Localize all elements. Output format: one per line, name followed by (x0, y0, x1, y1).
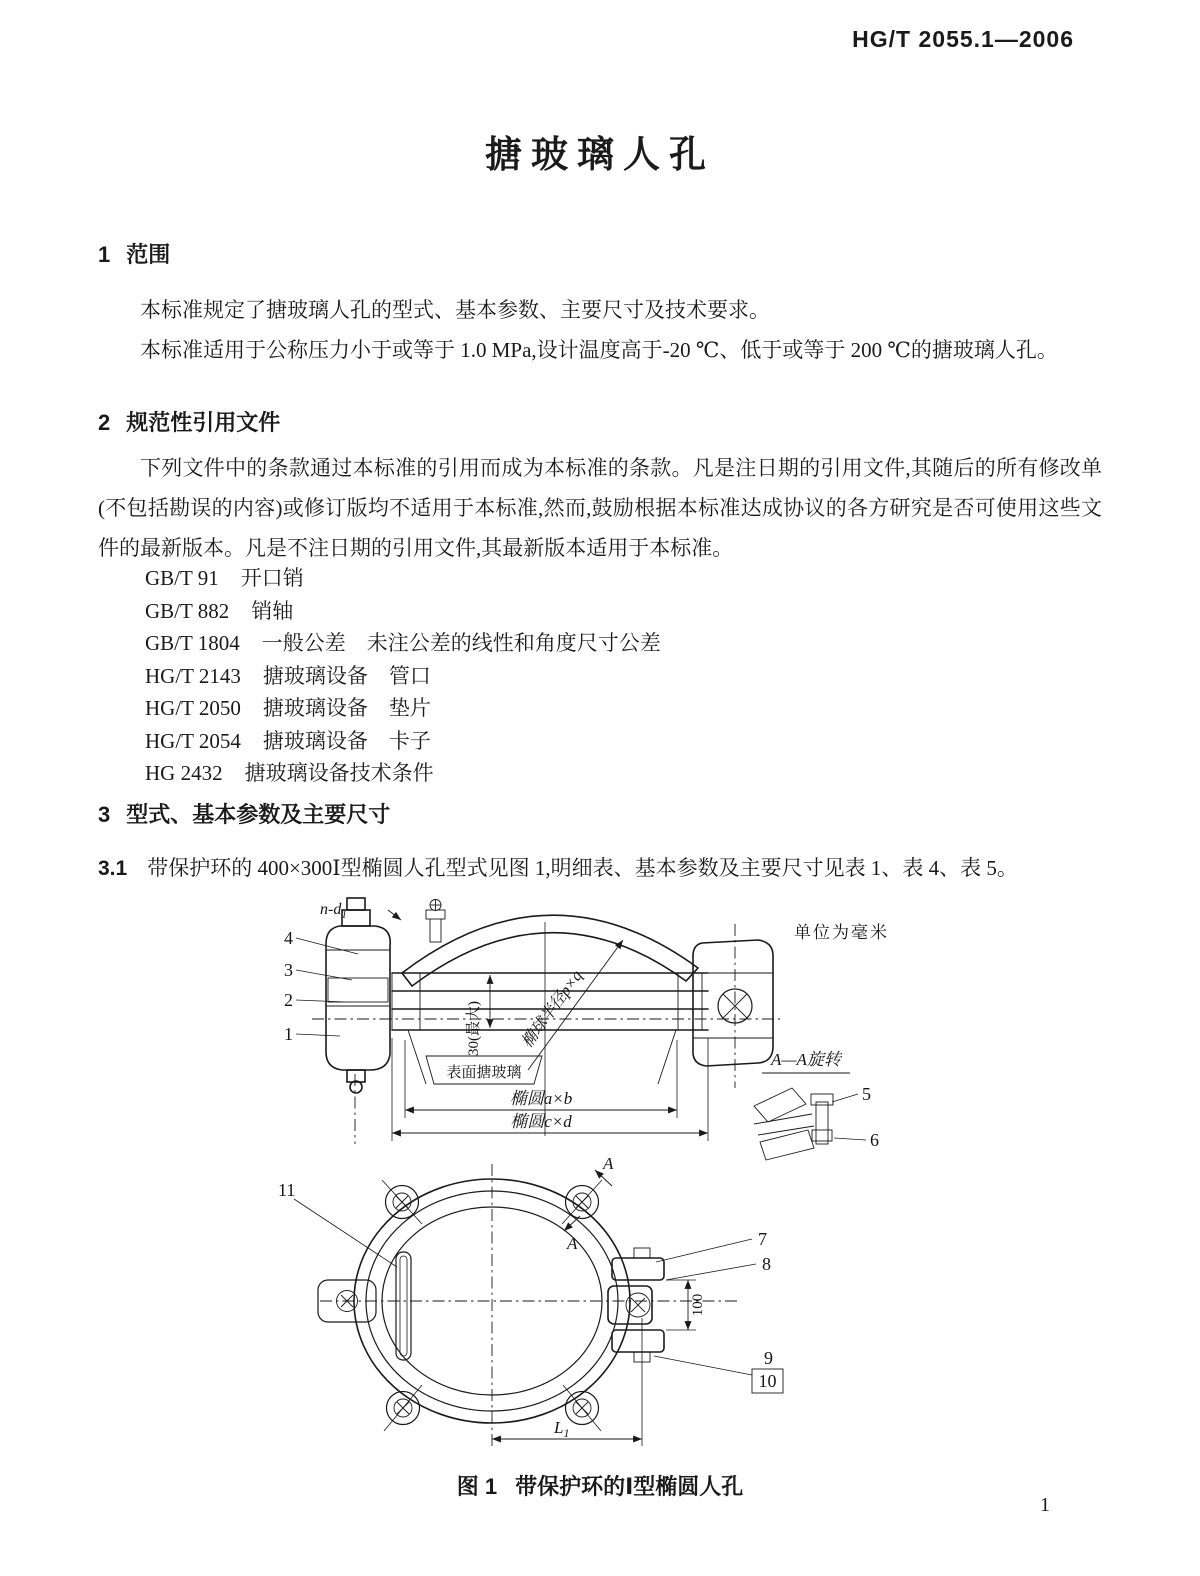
bolt-pattern-leader (388, 910, 401, 920)
dim-100-label: 100 (690, 1293, 706, 1317)
detail-gasket-lines (754, 1114, 814, 1135)
ellipsoid-radius-label: 椭球半径p×q (518, 967, 586, 1052)
section-1-heading (98, 240, 1102, 270)
callout-4: 4 (284, 928, 293, 948)
doc-number: HG/T 2055.1—2006 (852, 26, 1074, 52)
section-2-number: 2 (98, 410, 111, 435)
section-arrow-lower (564, 1216, 580, 1231)
glass-surface-label: 表面搪玻璃 (446, 1065, 522, 1081)
section-3-heading (98, 800, 1102, 830)
ellipsoid-radius-leader (528, 940, 623, 1070)
callout-8: 8 (762, 1254, 771, 1274)
reference-item (98, 757, 1102, 790)
hinge-assembly-section (326, 898, 390, 1093)
detail-bolt-shank (816, 1102, 828, 1144)
section-1-title: 范围 (126, 242, 171, 267)
clamp-assembly-section (693, 940, 773, 1066)
unit-note: 单位为毫米 (794, 923, 889, 942)
callout-9-10-leader (654, 1356, 752, 1375)
figure-1-caption (98, 1474, 1102, 1500)
section-mark-upper: A (603, 1154, 614, 1173)
dim-30-label: 30(最大) (466, 1001, 482, 1056)
detail-bolt-head (811, 1094, 833, 1105)
reference-item (98, 692, 1102, 725)
reference-code: HG 2432 (145, 761, 223, 785)
reference-item (98, 627, 1102, 660)
callout-7-leader (656, 1239, 752, 1262)
section-1-paragraph-2: 本标准适用于公称压力小于或等于 1.0 MPa,设计温度高于-20 ℃、低于或等于 200 ℃的搪玻璃人孔。 (140, 338, 1058, 362)
figure-plan-view (278, 1154, 783, 1450)
callout-10: 10 (758, 1371, 777, 1391)
reference-title: 搪玻璃设备 垫片 (262, 696, 431, 720)
callout-5: 5 (862, 1084, 871, 1104)
figure-caption-text: 带保护环的Ⅰ型椭圆人孔 (515, 1474, 744, 1499)
section-3-title: 型式、基本参数及主要尺寸 (126, 802, 391, 827)
reference-item (98, 725, 1102, 758)
reference-code: GB/T 882 (145, 598, 230, 623)
section-3-number: 3 (98, 802, 111, 827)
reference-title: 开口销 (240, 566, 304, 590)
callout-11-leader (294, 1199, 397, 1267)
dim-ab-label: 椭圆a×b (509, 1089, 573, 1108)
reference-title: 销轴 (251, 598, 294, 623)
reference-code: HG/T 2054 (145, 728, 241, 753)
callout-5-leader (832, 1094, 858, 1102)
callout-11: 11 (278, 1180, 296, 1200)
reference-code: GB/T 1804 (145, 631, 240, 655)
reference-item (98, 660, 1102, 693)
clause-3-1-text: 带保护环的 400×300Ⅰ型椭圆人孔型式见图 1,明细表、基本参数及主要尺寸见表 1、表 4、表 5。 (147, 856, 1018, 880)
callout-6: 6 (870, 1130, 879, 1150)
reference-code: GB/T 91 (145, 566, 219, 590)
section-2-intro: 下列文件中的条款通过本标准的引用而成为本标准的条款。凡是注日期的引用文件,其随后的所有修改单(不包括勘误的内容)或修订版均不适用于本标准,然而,鼓励根据本标准达成协议的各方研究是否可使用这些文件的最新版本。凡是不注日期的引用文件,其最新版本适用于本标准。 (98, 456, 1102, 560)
figure-caption-prefix: 图 1 (456, 1474, 498, 1499)
figure-detail-view (754, 1050, 879, 1160)
detail-bolt-nut (812, 1130, 832, 1141)
figure-section-view (284, 898, 889, 1144)
callout-3: 3 (284, 960, 293, 980)
reference-list (98, 562, 1102, 790)
callout-8-leader (666, 1264, 756, 1280)
dim-L1-label: $L_1$ (554, 1418, 570, 1440)
plan-handle (396, 1252, 411, 1360)
bolt-pattern-label: $n-d_1$ (320, 901, 347, 921)
callout-leaders-left (296, 938, 358, 1036)
detail-lower-flange (760, 1130, 814, 1160)
detail-upper-flange (754, 1088, 806, 1122)
cover-stud (426, 900, 445, 943)
reference-item (98, 562, 1102, 595)
callout-2: 2 (284, 990, 293, 1010)
section-1-number: 1 (98, 242, 111, 267)
plan-hinge-assembly (608, 1248, 664, 1362)
reference-title: 搪玻璃设备 管口 (262, 663, 431, 688)
section-mark-lower: A (567, 1234, 578, 1253)
reference-title: 一般公差 未注公差的线性和角度尺寸公差 (261, 631, 661, 655)
figure-1 (90, 888, 1110, 1480)
page-title: 搪玻璃人孔 (485, 134, 715, 175)
flange-cut-right (678, 973, 702, 1030)
clause-3-1-number: 3.1 (98, 857, 128, 880)
page-number: 1 (1040, 1494, 1050, 1516)
reference-item (98, 595, 1102, 628)
callout-1: 1 (284, 1024, 293, 1044)
section-2-heading (98, 408, 1102, 438)
figure-1-drawing (90, 888, 1110, 1480)
callout-7: 7 (758, 1229, 767, 1249)
detail-view-label: A—A旋转 (771, 1050, 841, 1069)
reference-title: 搪玻璃设备技术条件 (244, 761, 434, 785)
dim-cd-label: 椭圆c×d (510, 1112, 572, 1131)
reference-title: 搪玻璃设备 卡子 (262, 728, 431, 753)
clause-3-1 (98, 848, 1102, 889)
flange-cut-left (392, 973, 420, 1030)
section-1-paragraph-1: 本标准规定了搪玻璃人孔的型式、基本参数、主要尺寸及技术要求。 (140, 298, 770, 322)
reference-code: HG/T 2143 (145, 663, 241, 688)
section-2-title: 规范性引用文件 (126, 410, 281, 435)
callout-9: 9 (764, 1348, 773, 1368)
dome-cover-section (402, 915, 698, 986)
reference-code: HG/T 2050 (145, 696, 241, 720)
callout-6-leader (834, 1138, 866, 1140)
